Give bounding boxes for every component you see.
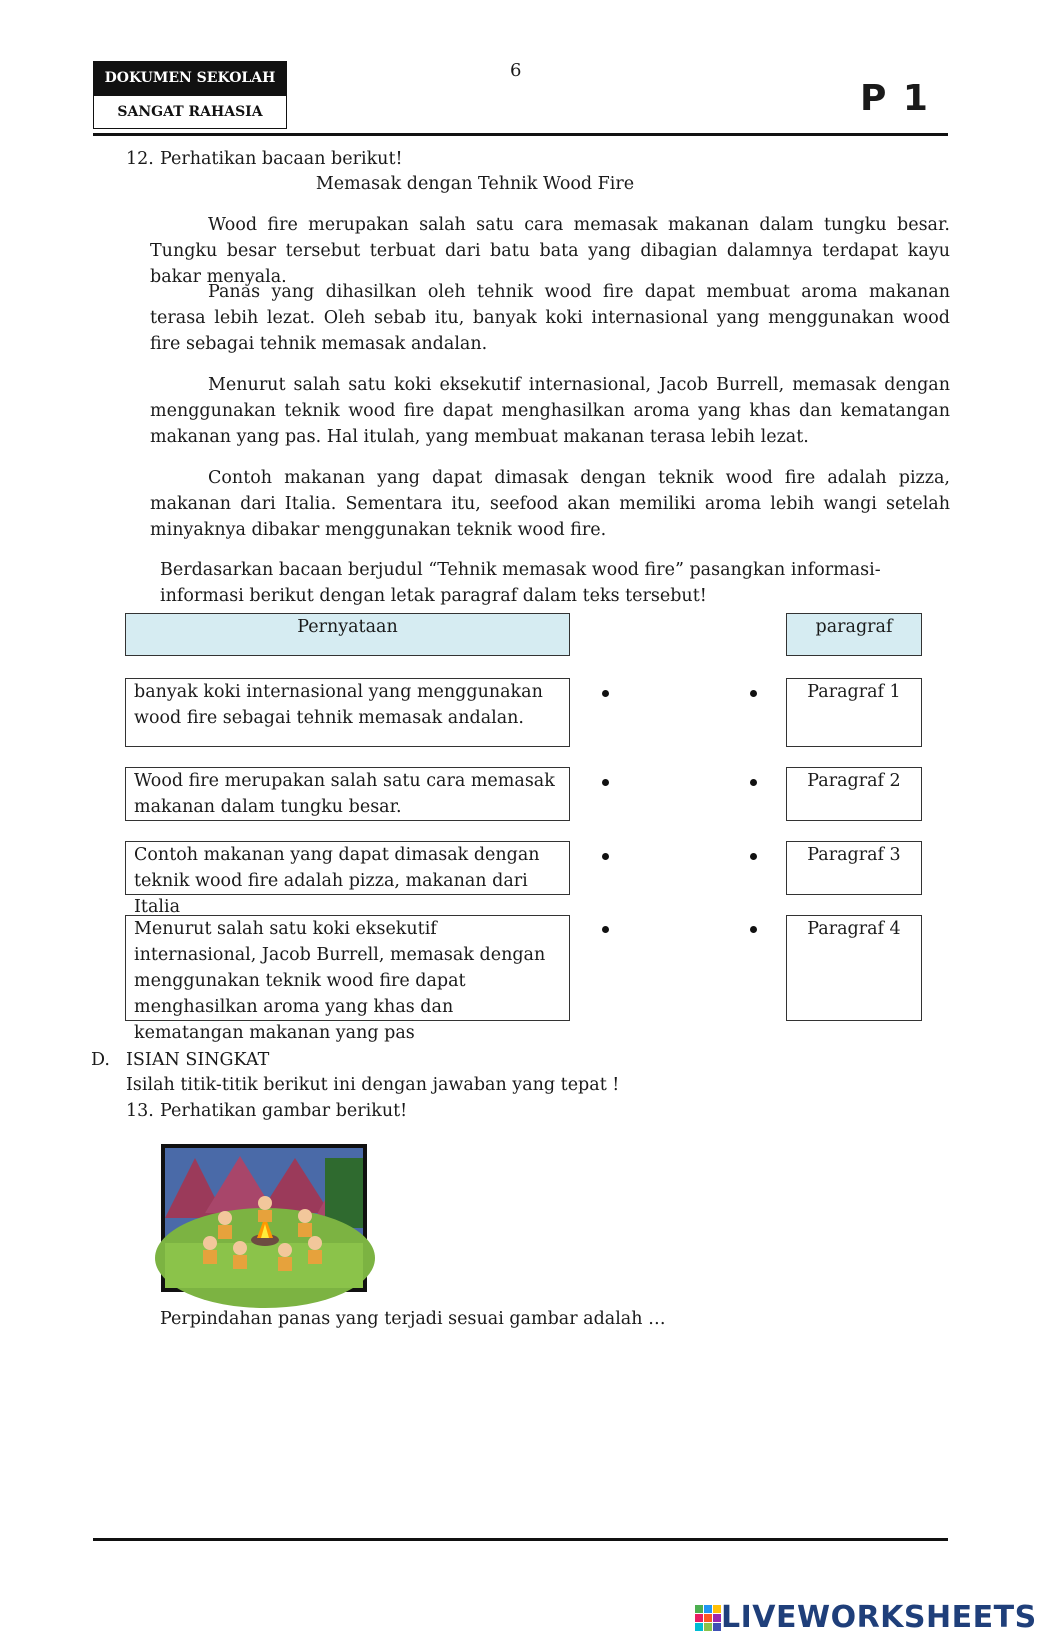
paragraph-2-connector-dot[interactable] <box>750 779 757 786</box>
question-12-number: 12. <box>126 149 154 169</box>
paragraph-3-connector-dot[interactable] <box>750 853 757 860</box>
paragraph-column-header: paragraf <box>786 613 922 656</box>
reading-paragraph-1: Wood fire merupakan salah satu cara memasak makanan dalam tungku besar. Tungku besar tersebut terbuat dari batu bata yang dibagian dalamnya terdapat kayu bakar menyala. <box>150 215 950 287</box>
matching-task-instruction: Berdasarkan bacaan berjudul “Tehnik memasak wood fire” pasangkan informasi-informasi berikut dengan letak paragraf dalam teks tersebut! <box>160 560 881 606</box>
question-13-prompt: Perpindahan panas yang terjadi sesuai gambar adalah … <box>160 1309 666 1329</box>
reading-paragraph-4: Contoh makanan yang dapat dimasak dengan teknik wood fire adalah pizza, makanan dari Italia. Sementara itu, seefood akan memiliki aroma lebih wangi setelah minyaknya dibakar menggunakan teknik wood fire. <box>150 468 950 540</box>
statement-2-connector-dot[interactable] <box>602 779 609 786</box>
paragraph-option-1: Paragraf 1 <box>786 678 922 747</box>
question-12-instruction: Perhatikan bacaan berikut! <box>160 149 403 169</box>
paragraph-option-4: Paragraf 4 <box>786 915 922 1021</box>
document-badge-bottom: SANGAT RAHASIA <box>93 95 287 129</box>
statement-4-connector-dot[interactable] <box>602 926 609 933</box>
section-d-letter: D. <box>91 1050 110 1070</box>
statement-3: Contoh makanan yang dapat dimasak dengan teknik wood fire adalah pizza, makanan dari Italia <box>125 841 570 895</box>
paragraph-4-connector-dot[interactable] <box>750 926 757 933</box>
reading-paragraph-2: Panas yang dihasilkan oleh tehnik wood fire dapat membuat aroma makanan terasa lebih lezat. Oleh sebab itu, banyak koki internasional yang menggunakan wood fire sebagai tehnik memasak andalan. <box>150 282 950 354</box>
statement-2: Wood fire merupakan salah satu cara memasak makanan dalam tungku besar. <box>125 767 570 821</box>
page-number: 6 <box>510 60 522 81</box>
paragraph-option-2: Paragraf 2 <box>786 767 922 821</box>
reading-title: Memasak dengan Tehnik Wood Fire <box>315 174 635 194</box>
paragraph-option-3: Paragraf 3 <box>786 841 922 895</box>
statement-4: Menurut salah satu koki eksekutif internasional, Jacob Burrell, memasak dengan menggunakan teknik wood fire dapat menghasilkan aroma yang khas dan kematangan makanan yang pas <box>125 915 570 1021</box>
document-badge-top: DOKUMEN SEKOLAH <box>93 61 287 95</box>
paragraph-1-connector-dot[interactable] <box>750 690 757 697</box>
campfire-illustration <box>161 1144 367 1292</box>
liveworksheets-logo <box>695 1600 1037 1635</box>
document-code: P 1 <box>860 78 930 119</box>
section-d-title: ISIAN SINGKAT <box>126 1050 270 1070</box>
footer-divider <box>93 1538 948 1541</box>
question-13-number: 13. <box>126 1101 154 1121</box>
statement-1-connector-dot[interactable] <box>602 690 609 697</box>
reading-paragraph-3: Menurut salah satu koki eksekutif internasional, Jacob Burrell, memasak dengan menggunakan teknik wood fire dapat menghasilkan aroma yang khas dan kematangan makanan yang pas. Hal itulah, yang membuat makanan terasa lebih lezat. <box>150 375 950 447</box>
liveworksheets-logo-text: LIVEWORKSHEETS <box>721 1600 1037 1635</box>
statement-column-header: Pernyataan <box>125 613 570 656</box>
statement-1: banyak koki internasional yang menggunakan wood fire sebagai tehnik memasak andalan. <box>125 678 570 747</box>
section-d-instruction: Isilah titik-titik berikut ini dengan jawaban yang tepat ! <box>126 1075 620 1095</box>
question-13-instruction: Perhatikan gambar berikut! <box>160 1101 408 1121</box>
header-divider <box>93 133 948 136</box>
liveworksheets-logo-icon <box>695 1605 721 1631</box>
statement-3-connector-dot[interactable] <box>602 853 609 860</box>
